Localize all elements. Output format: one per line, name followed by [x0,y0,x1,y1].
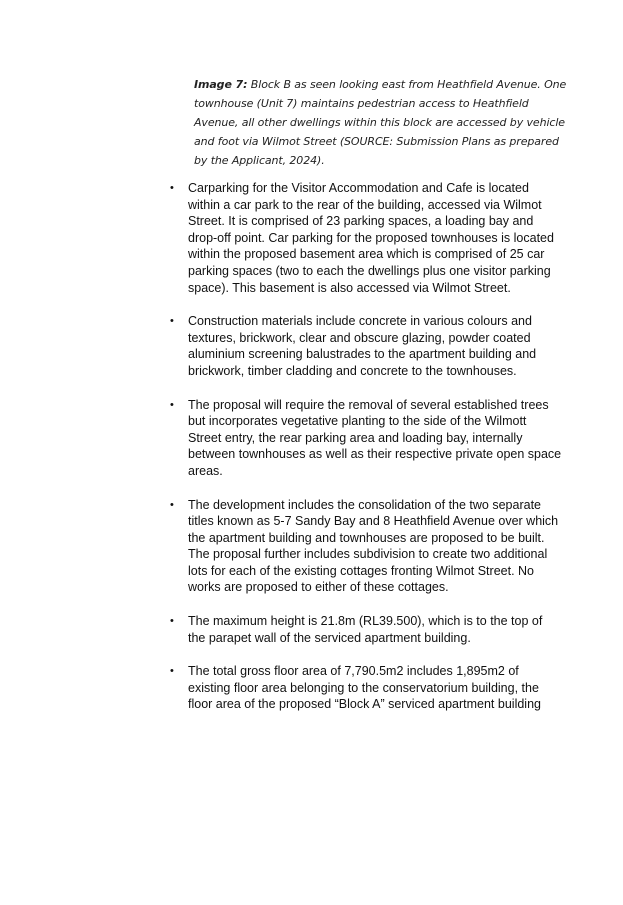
bullet-text: Construction materials include concrete in various colours and textures, brickwork, clear and obscure glazing, powder coated aluminium screening balustrades to the apartment building and brickwork, timber cladding and concrete to the townhouses. [188,314,537,378]
bullet-icon: • [170,498,174,511]
bullet-item-carparking [168,180,563,296]
bullet-item-trees [168,397,563,480]
bullet-list [168,180,563,713]
bullet-text: The proposal will require the removal of several established trees but incorporates vegetative planting to the side of the Wilmott Street entry, the rear parking area and loading bay, internally between townhouses as well as their respective private open space areas. [188,397,562,478]
caption-text: Block B as seen looking east from Heathfield Avenue. One townhouse (Unit 7) maintains pedestrian access to Heathfield Avenue, all other dwellings within this block are accessed by vehicle and foot via Wilmot Street (SOURCE: Submission Plans as prepared by the Applicant, 2024). [194,78,567,167]
bullet-icon: • [170,398,174,411]
bullet-text: The maximum height is 21.8m (RL39.500), which is to the top of the parapet wall of the serviced apartment building. [188,614,543,645]
bullet-icon: • [170,665,174,678]
bullet-text: Carparking for the Visitor Accommodation and Cafe is located within a car park to the rear of the building, accessed via Wilmot Street. It is comprised of 23 parking spaces, a loading bay and drop-off point. Car parking for the proposed townhouses is located within the proposed basement area which is comprised of 25 car parking spaces (two to each the dwellings plus one visitor parking space). This basement is also accessed via Wilmot Street. [188,181,554,295]
bullet-text: The development includes the consolidation of the two separate titles known as 5-7 Sandy Bay and 8 Heathfield Avenue over which the apartment building and townhouses are proposed to be built. The proposal further includes subdivision to create two additional lots for each of the existing cottages fronting Wilmot Street. No works are proposed to either of these cottages. [188,497,559,595]
bullet-item-consolidation [168,497,563,597]
bullet-text: The total gross floor area of 7,790.5m2 includes 1,895m2 of existing floor area belonging to the conservatorium building, the floor area of the proposed “Block A” serviced apartment building [188,664,541,712]
bullet-item-materials [168,313,563,379]
bullet-icon: • [170,615,174,628]
bullet-icon: • [170,182,174,194]
bullet-icon: • [170,315,174,328]
bullet-item-height [168,613,563,646]
caption-label: Image 7: [194,78,248,91]
bullet-item-floor-area [168,663,563,713]
image-caption [194,75,574,170]
